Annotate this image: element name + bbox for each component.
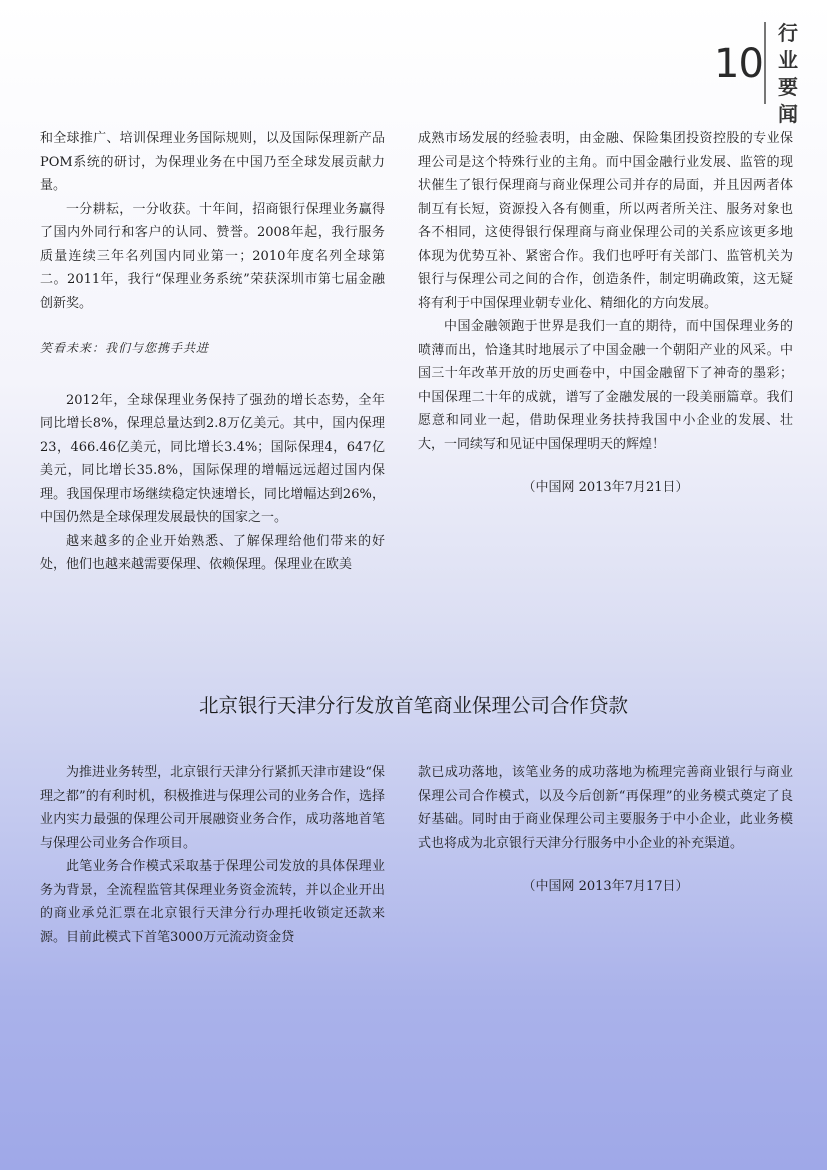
page-number: 10 <box>714 41 763 87</box>
article1-paragraph: 越来越多的企业开始熟悉、了解保理给他们带来的好处，他们也越来越需要保理、依赖保理。保理业在欧美 <box>40 533 385 572</box>
article2-paragraph: 此笔业务合作模式采取基于保理公司发放的具体保理业务为背景，全流程监管其保理业务资金流转，并以企业开出的商业承兑汇票在北京银行天津分行办理托收锁定还款来源。目前此模式下首笔3000万元流动资金贷 <box>40 859 385 945</box>
article2-title: 北京银行天津分行发放首笔商业保理公司合作贷款 <box>198 694 628 717</box>
section-label-char: 业 <box>778 48 798 72</box>
article2-paragraph: 款已成功落地，该笔业务的成功落地为梳理完善商业银行与商业保理公司合作模式，以及今后创新“再保理”的业务模式奠定了良好基础。同时由于商业保理公司主要服务于中小企业，此业务模式也将成为北京银行天津分行服务中小企业的补充渠道。 <box>418 765 793 851</box>
article2-source: （中国网 2013年7月17日） <box>522 879 689 894</box>
section-label <box>770 20 806 128</box>
article2-left-column <box>40 761 385 949</box>
article1-paragraph: 和全球推广、培训保理业务国际规则，以及国际保理新产品POM系统的研讨，为保理业务在中国乃至全球发展贡献力量。 <box>40 131 385 193</box>
article1-paragraph: 2012年，全球保理业务保持了强劲的增长态势，全年同比增长8%，保理总量达到2.8万亿美元。其中，国内保理23，466.46亿美元，同比增长3.4%；国际保理4，647亿美元，同比增长35.8%，国际保理的增幅远远超过国内保理。我国保理市场继续稳定快速增长，同比增幅达到26%，中国仍然是全球保理发展最快的国家之一。 <box>40 392 385 525</box>
article1-paragraph: 成熟市场发展的经验表明，由金融、保险集团投资控股的专业保理公司是这个特殊行业的主角。而中国金融行业发展、监管的现状催生了银行保理商与商业保理公司并存的局面，并且因两者体制互有长短，资源投入各有侧重，所以两者所关注、服务对象也各不相同，这使得银行保理商与商业保理公司的关系应该更多地体现为优势互补、紧密合作。我们也呼吁有关部门、监管机关为银行与保理公司之间的合作，创造条件，制定明确政策，这无疑将有利于中国保理业朝专业化、精细化的方向发展。 <box>418 131 793 311</box>
article2-paragraph: 为推进业务转型，北京银行天津分行紧抓天津市建设“保理之都”的有利时机，积极推进与保理公司的业务合作，选择业内实力最强的保理公司开展融资业务合作，成功落地首笔与保理公司业务合作项目。 <box>40 765 385 851</box>
section-label-char: 闻 <box>778 102 798 126</box>
article1-left-column <box>40 127 385 577</box>
section-label-char: 行 <box>778 21 798 45</box>
header-divider <box>764 22 766 104</box>
article2-right-column <box>418 761 793 899</box>
section-label-char: 要 <box>778 75 798 99</box>
article1-source: （中国网 2013年7月21日） <box>522 480 689 495</box>
article1-paragraph: 一分耕耘，一分收获。十年间，招商银行保理业务赢得了国内外同行和客户的认同、赞誉。2008年起，我行服务质量连续三年名列国内同业第一；2010年度名列全球第二。2011年，我行“保理业务系统”荣获深圳市第七届金融创新奖。 <box>40 201 385 311</box>
article1-right-column <box>418 127 793 500</box>
article1-subheading: 笑看未来：我们与您携手共进 <box>40 341 210 355</box>
article1-paragraph: 中国金融领跑于世界是我们一直的期待，而中国保理业务的喷薄而出，恰逢其时地展示了中国金融一个朝阳产业的风采。中国三十年改革开放的历史画卷中，中国金融留下了神奇的墨彩；中国保理二十年的成就，谱写了金融发展的一段美丽篇章。我们愿意和同业一起，借助保理业务扶持我国中小企业的发展、壮大，一同续写和见证中国保理明天的辉煌！ <box>418 319 793 452</box>
